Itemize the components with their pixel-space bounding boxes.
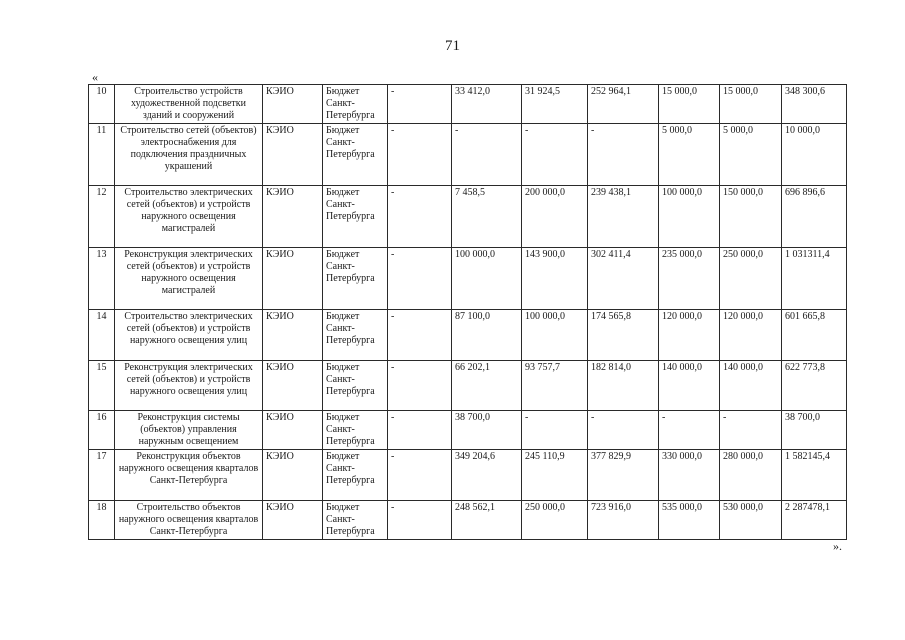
row-number: 13 (89, 248, 115, 310)
row-v3: 723 916,0 (588, 501, 659, 540)
row-name: Строительство устройств художественной подсветки зданий и сооружений (115, 85, 263, 124)
row-v4: 5 000,0 (659, 124, 720, 186)
row-c1: - (388, 248, 452, 310)
row-c1: - (388, 124, 452, 186)
row-v5: 5 000,0 (720, 124, 782, 186)
row-number: 14 (89, 310, 115, 361)
row-v2: 100 000,0 (522, 310, 588, 361)
row-v1: 87 100,0 (452, 310, 522, 361)
row-source: Бюджет Санкт-Петербурга (323, 411, 388, 450)
row-v1: - (452, 124, 522, 186)
row-number: 16 (89, 411, 115, 450)
row-total: 696 896,6 (782, 186, 847, 248)
row-v1: 100 000,0 (452, 248, 522, 310)
row-source: Бюджет Санкт-Петербурга (323, 450, 388, 501)
row-number: 18 (89, 501, 115, 540)
row-name: Строительство электрических сетей (объектов) и устройств наружного освещения улиц (115, 310, 263, 361)
row-v3: 377 829,9 (588, 450, 659, 501)
row-v2: 93 757,7 (522, 361, 588, 411)
row-org: КЭИО (263, 186, 323, 248)
row-v1: 349 204,6 (452, 450, 522, 501)
row-v2: 250 000,0 (522, 501, 588, 540)
row-source: Бюджет Санкт-Петербурга (323, 501, 388, 540)
row-v3: 174 565,8 (588, 310, 659, 361)
row-c1: - (388, 85, 452, 124)
row-source: Бюджет Санкт-Петербурга (323, 124, 388, 186)
row-c1: - (388, 450, 452, 501)
row-number: 11 (89, 124, 115, 186)
table-row (89, 85, 847, 124)
table-row (89, 124, 847, 186)
row-total: 38 700,0 (782, 411, 847, 450)
row-v4: 120 000,0 (659, 310, 720, 361)
row-total: 1 582145,4 (782, 450, 847, 501)
row-v3: 252 964,1 (588, 85, 659, 124)
row-c1: - (388, 186, 452, 248)
row-name: Строительство электрических сетей (объектов) и устройств наружного освещения магистралей (115, 186, 263, 248)
table-row (89, 248, 847, 310)
row-v2: 200 000,0 (522, 186, 588, 248)
row-number: 12 (89, 186, 115, 248)
row-org: КЭИО (263, 501, 323, 540)
row-number: 10 (89, 85, 115, 124)
table-row (89, 411, 847, 450)
row-source: Бюджет Санкт-Петербурга (323, 85, 388, 124)
closing-quote: ». (833, 539, 842, 553)
row-total: 601 665,8 (782, 310, 847, 361)
row-c1: - (388, 501, 452, 540)
row-v2: 143 900,0 (522, 248, 588, 310)
table-row (89, 361, 847, 411)
program-table (88, 84, 847, 540)
row-org: КЭИО (263, 310, 323, 361)
row-v3: 239 438,1 (588, 186, 659, 248)
row-source: Бюджет Санкт-Петербурга (323, 248, 388, 310)
row-v5: 530 000,0 (720, 501, 782, 540)
row-v2: 31 924,5 (522, 85, 588, 124)
row-org: КЭИО (263, 248, 323, 310)
row-name: Реконструкция системы (объектов) управления наружным освещением (115, 411, 263, 450)
row-v4: 235 000,0 (659, 248, 720, 310)
row-name: Реконструкция электрических сетей (объектов) и устройств наружного освещения магистралей (115, 248, 263, 310)
row-v4: 330 000,0 (659, 450, 720, 501)
row-v5: - (720, 411, 782, 450)
row-org: КЭИО (263, 411, 323, 450)
row-v3: 302 411,4 (588, 248, 659, 310)
page-number: 71 (445, 38, 460, 54)
row-c1: - (388, 411, 452, 450)
row-org: КЭИО (263, 450, 323, 501)
table-row (89, 186, 847, 248)
row-v5: 140 000,0 (720, 361, 782, 411)
row-source: Бюджет Санкт-Петербурга (323, 361, 388, 411)
row-v1: 66 202,1 (452, 361, 522, 411)
table-row (89, 310, 847, 361)
row-v4: 535 000,0 (659, 501, 720, 540)
row-v2: - (522, 411, 588, 450)
row-v5: 15 000,0 (720, 85, 782, 124)
row-v2: - (522, 124, 588, 186)
row-source: Бюджет Санкт-Петербурга (323, 186, 388, 248)
row-v1: 33 412,0 (452, 85, 522, 124)
row-name: Реконструкция объектов наружного освещения кварталов Санкт-Петербурга (115, 450, 263, 501)
row-v5: 250 000,0 (720, 248, 782, 310)
row-total: 2 287478,1 (782, 501, 847, 540)
row-number: 17 (89, 450, 115, 501)
row-v1: 38 700,0 (452, 411, 522, 450)
row-total: 348 300,6 (782, 85, 847, 124)
row-total: 622 773,8 (782, 361, 847, 411)
row-v3: 182 814,0 (588, 361, 659, 411)
opening-quote: « (92, 70, 98, 84)
table-row (89, 450, 847, 501)
row-name: Строительство объектов наружного освещения кварталов Санкт-Петербурга (115, 501, 263, 540)
row-total: 1 031311,4 (782, 248, 847, 310)
row-c1: - (388, 310, 452, 361)
row-v5: 150 000,0 (720, 186, 782, 248)
row-v4: - (659, 411, 720, 450)
row-v3: - (588, 124, 659, 186)
row-c1: - (388, 361, 452, 411)
table-row (89, 501, 847, 540)
row-source: Бюджет Санкт-Петербурга (323, 310, 388, 361)
row-total: 10 000,0 (782, 124, 847, 186)
row-v1: 248 562,1 (452, 501, 522, 540)
row-v4: 15 000,0 (659, 85, 720, 124)
row-org: КЭИО (263, 85, 323, 124)
row-v5: 280 000,0 (720, 450, 782, 501)
row-v2: 245 110,9 (522, 450, 588, 501)
row-number: 15 (89, 361, 115, 411)
row-org: КЭИО (263, 124, 323, 186)
row-v3: - (588, 411, 659, 450)
row-name: Строительство сетей (объектов) электроснабжения для подключения праздничных украшений (115, 124, 263, 186)
row-name: Реконструкция электрических сетей (объектов) и устройств наружного освещения улиц (115, 361, 263, 411)
row-v4: 140 000,0 (659, 361, 720, 411)
row-v4: 100 000,0 (659, 186, 720, 248)
row-v1: 7 458,5 (452, 186, 522, 248)
row-org: КЭИО (263, 361, 323, 411)
row-v5: 120 000,0 (720, 310, 782, 361)
